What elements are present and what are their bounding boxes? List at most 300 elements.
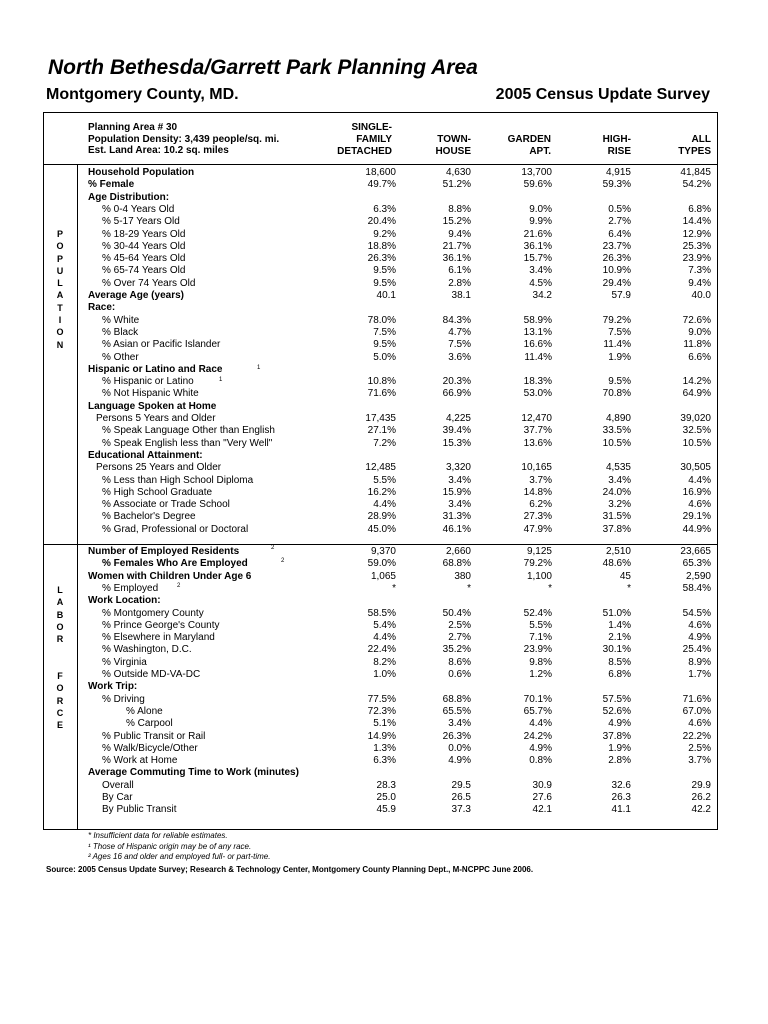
cell-high-rise: 2,510 — [605, 546, 631, 557]
survey-label: 2005 Census Update Survey — [495, 86, 710, 103]
row-label: % Associate or Trade School — [102, 499, 230, 511]
row-label: Work Trip: — [88, 681, 138, 693]
cell-garden-apt: 27.6 — [532, 792, 552, 803]
cell-garden-apt: 0.8% — [529, 755, 552, 767]
cell-high-rise: 9.5% — [608, 376, 631, 388]
area-info — [88, 122, 279, 157]
county-label: Montgomery County, MD. — [46, 86, 239, 103]
table-row — [88, 413, 714, 425]
section-letter: O — [56, 683, 64, 694]
row-label: % 0-4 Years Old — [102, 203, 175, 215]
table-row — [88, 241, 714, 253]
cell-all-types: 25.3% — [682, 240, 711, 252]
column-header-line — [508, 122, 551, 134]
cell-high-rise: 37.8% — [602, 730, 631, 742]
cell-all-types: 67.0% — [682, 705, 711, 717]
section-letter: R — [56, 634, 64, 645]
row-label: % Females Who Are Employed — [102, 558, 248, 570]
footnote-mark: 2 — [281, 558, 285, 564]
cell-garden-apt: 58.9% — [523, 314, 552, 326]
cell-high-rise: 3.2% — [608, 499, 631, 511]
table-row — [88, 792, 714, 804]
cell-garden-apt: 30.9 — [532, 779, 552, 791]
cell-townhouse: 39.4% — [442, 425, 471, 437]
cell-high-rise: 32.6 — [611, 779, 631, 791]
column-header-townhouse — [435, 122, 471, 159]
cell-townhouse: 20.3% — [442, 376, 471, 388]
cell-townhouse: 68.8% — [442, 693, 471, 705]
cell-high-rise: 79.2% — [602, 314, 631, 326]
row-label: Work Location: — [88, 595, 161, 607]
cell-single-family-detached: 7.5% — [373, 326, 396, 338]
section-letter: N — [56, 339, 64, 350]
table-row — [88, 499, 714, 511]
cell-single-family-detached: 9.5% — [373, 265, 396, 277]
cell-single-family-detached: 4.4% — [373, 499, 396, 511]
cell-single-family-detached: 6.3% — [373, 203, 396, 215]
cell-all-types: 42.2 — [691, 804, 711, 816]
cell-high-rise: 33.5% — [602, 425, 631, 437]
section-letter: O — [56, 327, 64, 338]
cell-single-family-detached: 25.0 — [376, 792, 396, 803]
cell-garden-apt: 53.0% — [523, 388, 552, 400]
row-label: % Walk/Bicycle/Other — [102, 742, 198, 754]
row-label: % Washington, D.C. — [102, 644, 192, 656]
cell-single-family-detached: 9,370 — [370, 546, 396, 557]
section-letter: R — [56, 695, 64, 706]
table-row — [88, 315, 714, 327]
note-ages: ² Ages 16 and older and employed full- or part-time. — [88, 852, 271, 861]
cell-all-types: 7.3% — [688, 265, 711, 277]
column-header-line: ALL — [691, 134, 711, 146]
cell-garden-apt: 36.1% — [523, 240, 552, 252]
cell-single-family-detached: 18.8% — [367, 240, 396, 252]
cell-single-family-detached: 5.0% — [373, 351, 396, 363]
column-header-line: TOWN- — [437, 134, 471, 146]
cell-high-rise: 26.3% — [602, 253, 631, 265]
cell-garden-apt: 13,700 — [521, 167, 552, 178]
row-label: % Less than High School Diploma — [102, 474, 254, 486]
cell-garden-apt: 16.6% — [523, 339, 552, 351]
cell-all-types: 41,845 — [680, 167, 711, 178]
cell-townhouse: 4.9% — [448, 755, 471, 767]
cell-garden-apt: 23.9% — [523, 644, 552, 656]
section-letter: A — [56, 597, 64, 608]
cell-garden-apt: 6.2% — [529, 499, 552, 511]
label-column-divider — [77, 164, 78, 830]
cell-all-types: 6.8% — [688, 203, 711, 215]
cell-all-types: 9.4% — [688, 277, 711, 289]
row-label: Educational Attainment: — [88, 449, 203, 461]
row-label: % Female — [88, 179, 135, 191]
cell-high-rise: 7.5% — [608, 326, 631, 338]
cell-townhouse: 15.2% — [442, 216, 471, 228]
table-row — [88, 487, 714, 499]
column-header-line: DETACHED — [337, 146, 392, 158]
cell-all-types: 10.5% — [682, 437, 711, 449]
cell-townhouse: 3.6% — [448, 351, 471, 363]
row-label: % Outside MD-VA-DC — [102, 669, 201, 680]
row-label: % Hispanic or Latino — [102, 376, 194, 388]
table-row — [88, 571, 714, 583]
table-row — [88, 755, 714, 767]
table-row — [88, 229, 714, 241]
cell-townhouse: 3.4% — [448, 474, 471, 486]
cell-high-rise: 41.1 — [611, 804, 631, 816]
cell-townhouse: 8.6% — [448, 656, 471, 668]
cell-high-rise: 4,890 — [605, 413, 631, 424]
cell-high-rise: 2.7% — [608, 216, 631, 228]
cell-single-family-detached: 1.0% — [373, 669, 396, 680]
source-line: Source: 2005 Census Update Survey; Research & Technology Center, Montgomery County Planning Dept., M-NCPPC June 2006. — [46, 865, 534, 874]
column-header-line: HOUSE — [435, 146, 471, 158]
cell-all-types: 25.4% — [682, 644, 711, 656]
cell-single-family-detached: 8.2% — [373, 656, 396, 668]
table-row — [88, 192, 714, 204]
row-label: % Carpool — [126, 718, 173, 730]
row-label: % 45-64 Years Old — [102, 253, 186, 265]
cell-townhouse: 68.8% — [442, 558, 471, 570]
table-row — [88, 524, 714, 536]
cell-single-family-detached: 77.5% — [367, 693, 396, 705]
row-label: Language Spoken at Home — [88, 400, 217, 412]
table-row — [88, 462, 714, 474]
cell-all-types: 29.9 — [691, 779, 711, 791]
table-row — [88, 425, 714, 437]
row-label: % Prince George's County — [102, 619, 220, 631]
column-header-line: RISE — [607, 146, 631, 158]
section-letter: P — [56, 229, 63, 239]
row-label: % Alone — [126, 705, 163, 717]
row-label: By Car — [102, 792, 133, 803]
cell-high-rise: 6.4% — [608, 228, 631, 240]
row-label: % Montgomery County — [102, 607, 204, 619]
cell-single-family-detached: 22.4% — [367, 644, 396, 656]
column-header-high-rise — [603, 122, 631, 159]
cell-townhouse: 26.3% — [442, 730, 471, 742]
section-letter: U — [56, 265, 64, 276]
row-label: Women with Children Under Age 6 — [88, 570, 252, 582]
table-row — [88, 583, 714, 595]
cell-high-rise: * — [627, 582, 631, 594]
cell-all-types: 30,505 — [680, 462, 711, 474]
cell-high-rise: 26.3 — [611, 792, 631, 803]
table-row — [88, 302, 714, 314]
cell-townhouse: 29.5 — [451, 779, 471, 791]
cell-townhouse: 65.5% — [442, 705, 471, 717]
row-label: Overall — [102, 779, 134, 791]
population-density: Population Density: 3,439 people/sq. mi. — [88, 133, 280, 145]
cell-townhouse: 2,660 — [445, 546, 471, 557]
cell-garden-apt: 65.7% — [523, 705, 552, 717]
cell-garden-apt: 37.7% — [523, 425, 552, 437]
table-row — [88, 401, 714, 413]
cell-all-types: 4.4% — [688, 474, 711, 486]
table-row — [88, 216, 714, 228]
cell-high-rise: 10.5% — [602, 437, 631, 449]
section-letter: L — [57, 278, 63, 289]
cell-garden-apt: 34.2 — [532, 290, 552, 301]
table-row — [88, 204, 714, 216]
cell-high-rise: 11.4% — [603, 339, 631, 351]
row-label: % Public Transit or Rail — [102, 730, 206, 742]
cell-all-types: 54.5% — [682, 607, 711, 619]
footnote-mark: 1 — [257, 365, 261, 371]
cell-high-rise: 2.8% — [608, 755, 631, 767]
cell-single-family-detached: 5.1% — [373, 718, 396, 730]
cell-high-rise: 24.0% — [602, 486, 631, 498]
footnote-mark: 1 — [219, 377, 223, 383]
header-divider — [43, 164, 718, 165]
cell-townhouse: * — [467, 582, 471, 594]
cell-all-types: 9.0% — [688, 326, 711, 338]
cell-high-rise: 30.1% — [602, 644, 631, 656]
cell-garden-apt: 1,100 — [526, 570, 552, 582]
row-label: Persons 5 Years and Older — [96, 413, 216, 424]
cell-all-types: 8.9% — [688, 656, 711, 668]
table-row — [88, 438, 714, 450]
cell-single-family-detached: 20.4% — [367, 216, 396, 228]
cell-high-rise: 51.0% — [602, 607, 631, 619]
cell-all-types: 71.6% — [682, 693, 711, 705]
cell-all-types: 2,590 — [685, 570, 711, 582]
section-letter: B — [56, 609, 64, 620]
cell-townhouse: 3,320 — [445, 462, 471, 474]
cell-all-types: 72.6% — [682, 314, 711, 326]
cell-high-rise: 59.3% — [602, 179, 631, 191]
cell-single-family-detached: 27.1% — [367, 425, 396, 437]
cell-all-types: 65.3% — [682, 558, 711, 570]
cell-garden-apt: 47.9% — [523, 523, 552, 535]
cell-single-family-detached: 6.3% — [373, 755, 396, 767]
cell-all-types: 6.6% — [688, 351, 711, 363]
cell-single-family-detached: 59.0% — [367, 558, 396, 570]
cell-single-family-detached: 71.6% — [367, 388, 396, 400]
row-label: Race: — [88, 302, 116, 314]
section-letters — [54, 670, 66, 731]
cell-high-rise: 8.5% — [608, 656, 631, 668]
cell-all-types: 3.7% — [688, 755, 711, 767]
cell-all-types: 58.4% — [682, 582, 711, 594]
cell-garden-apt: 9.8% — [529, 656, 552, 668]
cell-all-types: 1.7% — [688, 669, 711, 680]
cell-single-family-detached: 14.9% — [367, 730, 396, 742]
row-label: % 18-29 Years Old — [102, 228, 186, 240]
cell-single-family-detached: 9.5% — [373, 339, 396, 351]
cell-garden-apt: 4.5% — [529, 277, 552, 289]
row-label: % Not Hispanic White — [102, 388, 199, 400]
section-letter: I — [58, 315, 62, 326]
cell-high-rise: 1.9% — [608, 742, 631, 754]
cell-single-family-detached: 28.9% — [367, 511, 396, 523]
cell-all-types: 29.1% — [682, 511, 711, 523]
cell-garden-apt: 13.6% — [523, 437, 552, 449]
column-header-line — [678, 122, 711, 134]
cell-townhouse: 21.7% — [442, 240, 471, 252]
row-label: Average Age (years) — [88, 290, 184, 301]
row-label: % Over 74 Years Old — [102, 277, 196, 289]
row-label: % 65-74 Years Old — [102, 265, 186, 277]
cell-garden-apt: 42.1 — [532, 804, 552, 816]
cell-garden-apt: 24.2% — [523, 730, 552, 742]
cell-garden-apt: 3.4% — [529, 265, 552, 277]
table-row — [88, 632, 714, 644]
table-row — [88, 644, 714, 656]
row-label: % High School Graduate — [102, 486, 213, 498]
table-row — [88, 290, 714, 302]
cell-high-rise: 2.1% — [608, 632, 631, 644]
section-letter: L — [57, 585, 63, 595]
column-header-line — [435, 122, 471, 134]
column-header-line: FAMILY — [356, 134, 392, 146]
table-row — [88, 718, 714, 730]
cell-all-types: 54.2% — [682, 179, 711, 191]
cell-single-family-detached: 1.3% — [373, 742, 396, 754]
row-label: % Speak Language Other than English — [102, 425, 275, 437]
table-row — [88, 681, 714, 693]
cell-garden-apt: 52.4% — [523, 607, 552, 619]
cell-single-family-detached: 9.5% — [373, 277, 396, 289]
row-label: By Public Transit — [102, 804, 177, 816]
cell-single-family-detached: 58.5% — [367, 607, 396, 619]
cell-high-rise: 10.9% — [602, 265, 631, 277]
row-label: Hispanic or Latino and Race — [88, 363, 223, 375]
row-label: % White — [102, 314, 140, 326]
section-letter: F — [57, 671, 63, 681]
cell-all-types: 14.2% — [682, 376, 711, 388]
table-row — [88, 450, 714, 462]
table-row — [88, 388, 714, 400]
row-label: % Grad, Professional or Doctoral — [102, 523, 249, 535]
row-label: % Virginia — [102, 656, 147, 668]
table-row — [88, 352, 714, 364]
cell-all-types: 32.5% — [682, 425, 711, 437]
land-area: Est. Land Area: 10.2 sq. miles — [88, 145, 229, 156]
column-header-line: TYPES — [678, 146, 711, 158]
area-number: Planning Area # 30 — [88, 122, 178, 133]
cell-single-family-detached: 18,600 — [365, 167, 396, 178]
cell-garden-apt: 11.4% — [524, 351, 552, 363]
row-label: % 30-44 Years Old — [102, 240, 186, 252]
cell-high-rise: 52.6% — [602, 705, 631, 717]
section-letter: T — [57, 302, 63, 313]
cell-garden-apt: 9.9% — [529, 216, 552, 228]
table-row — [88, 743, 714, 755]
cell-garden-apt: 70.1% — [523, 693, 552, 705]
column-header-all-types — [678, 122, 711, 159]
cell-townhouse: 36.1% — [442, 253, 471, 265]
cell-single-family-detached: 26.3% — [367, 253, 396, 265]
cell-all-types: 64.9% — [682, 388, 711, 400]
section-letter: E — [56, 720, 63, 731]
row-label: % Asian or Pacific Islander — [102, 339, 221, 351]
cell-garden-apt: 3.7% — [529, 474, 552, 486]
row-label: % Speak English less than "Very Well" — [102, 437, 273, 449]
cell-high-rise: 57.5% — [602, 693, 631, 705]
section-letter: P — [56, 253, 63, 264]
cell-townhouse: 4.7% — [448, 326, 471, 338]
cell-single-family-detached: 5.5% — [373, 474, 396, 486]
table-row — [88, 694, 714, 706]
footnote-mark: 2 — [177, 583, 181, 589]
cell-all-types: 11.8% — [683, 339, 711, 351]
row-label: % Bachelor's Degree — [102, 511, 196, 523]
cell-townhouse: 4,225 — [445, 413, 471, 424]
cell-garden-apt: 59.6% — [523, 179, 552, 191]
cell-townhouse: 31.3% — [442, 511, 471, 523]
cell-single-family-detached: 28.3 — [376, 779, 396, 791]
table-row — [88, 364, 714, 376]
cell-townhouse: 2.5% — [448, 619, 471, 631]
cell-high-rise: 3.4% — [608, 474, 631, 486]
row-label: % 5-17 Years Old — [102, 216, 180, 228]
column-header-line: HIGH- — [602, 134, 631, 146]
footnotes — [88, 831, 270, 863]
table-row — [88, 767, 714, 779]
table-row — [88, 376, 714, 388]
table-row — [88, 265, 714, 277]
cell-townhouse: 8.8% — [448, 203, 471, 215]
column-header-line: APT. — [529, 146, 551, 158]
cell-high-rise: 48.6% — [602, 558, 631, 570]
table-row — [88, 511, 714, 523]
table-row — [88, 253, 714, 265]
table-row — [88, 620, 714, 632]
cell-single-family-detached: 9.2% — [373, 228, 396, 240]
section-letter: O — [56, 621, 64, 632]
row-label: % Other — [102, 351, 139, 363]
cell-single-family-detached: 12,485 — [365, 462, 396, 474]
note-hispanic: ¹ Those of Hispanic origin may be of any race. — [88, 841, 252, 851]
row-label: % Black — [102, 326, 139, 338]
row-label: Household Population — [88, 167, 195, 178]
row-label: Persons 25 Years and Older — [96, 462, 222, 474]
cell-townhouse: 15.3% — [442, 437, 471, 449]
cell-high-rise: 45 — [619, 570, 631, 582]
cell-garden-apt: 13.1% — [523, 326, 552, 338]
cell-high-rise: 37.8% — [602, 523, 631, 535]
cell-townhouse: 4,630 — [445, 167, 471, 178]
column-header-garden-apt — [508, 122, 551, 159]
cell-high-rise: 4,535 — [605, 462, 631, 474]
cell-garden-apt: 9.0% — [529, 203, 552, 215]
cell-townhouse: 26.5 — [451, 792, 471, 803]
cell-single-family-detached: 40.1 — [376, 290, 396, 301]
cell-high-rise: 70.8% — [602, 388, 631, 400]
cell-all-types: 14.4% — [682, 216, 711, 228]
row-label: % Elsewhere in Maryland — [102, 632, 215, 644]
cell-all-types: 4.6% — [688, 718, 711, 730]
cell-townhouse: 46.1% — [442, 523, 471, 535]
cell-high-rise: 4.9% — [608, 718, 631, 730]
cell-all-types: 23.9% — [682, 253, 711, 265]
cell-townhouse: 37.3 — [451, 804, 471, 816]
section-letter: C — [56, 707, 64, 718]
cell-single-family-detached: 49.7% — [367, 179, 396, 191]
cell-all-types: 26.2 — [691, 792, 711, 803]
cell-all-types: 22.2% — [682, 730, 711, 742]
cell-high-rise: 1.4% — [608, 619, 631, 631]
cell-townhouse: 66.9% — [442, 388, 471, 400]
row-label: Number of Employed Residents — [88, 546, 240, 557]
cell-all-types: 4.6% — [688, 499, 711, 511]
section-letters — [54, 584, 66, 645]
section-letters — [54, 228, 66, 351]
table-row — [88, 595, 714, 607]
cell-single-family-detached: 72.3% — [367, 705, 396, 717]
table-row — [88, 339, 714, 351]
cell-townhouse: 38.1 — [451, 290, 471, 301]
